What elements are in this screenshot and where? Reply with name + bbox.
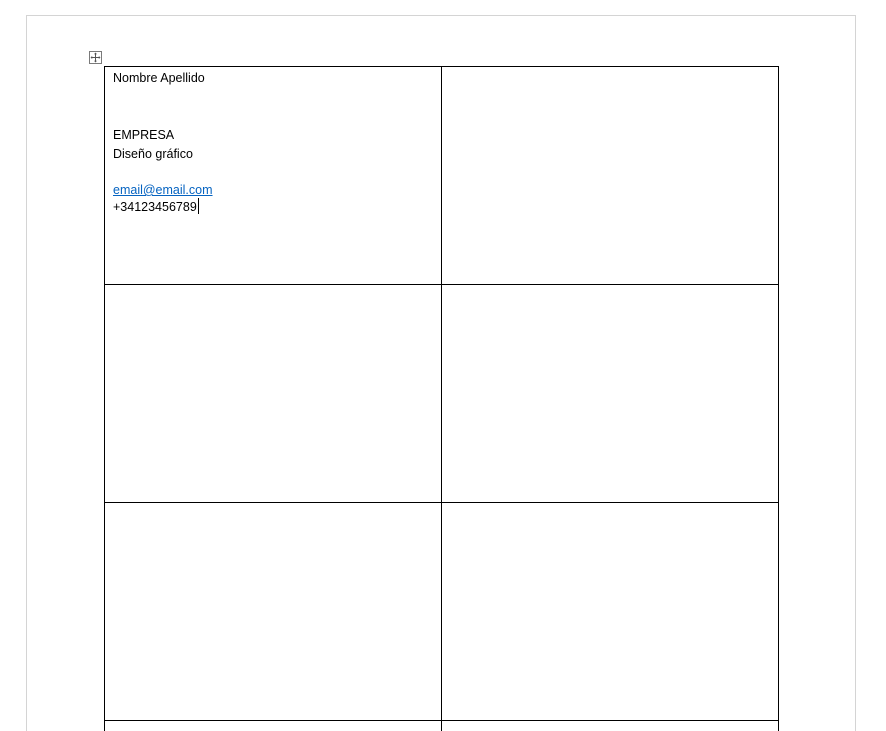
label-cell-8[interactable] (442, 721, 779, 731)
label-cell-5[interactable] (105, 503, 442, 721)
table-row (105, 67, 779, 285)
labels-table (104, 66, 779, 731)
card-name: Nombre Apellido (113, 71, 205, 85)
text-cursor (198, 198, 199, 214)
empty-lines (113, 88, 213, 126)
card-email-line (113, 181, 213, 198)
card-phone: +34123456789 (113, 200, 197, 214)
table-row (105, 721, 779, 731)
table-row (105, 503, 779, 721)
empty-line (113, 164, 213, 181)
table-row (105, 285, 779, 503)
card-phone-line (113, 198, 213, 217)
label-cell-3[interactable] (105, 285, 442, 503)
card-title: Diseño gráfico (113, 147, 193, 161)
table-move-handle[interactable] (89, 51, 102, 64)
label-cell-6[interactable] (442, 503, 779, 721)
label-cell-4[interactable] (442, 285, 779, 503)
card-email-link[interactable]: email@email.com (113, 183, 213, 197)
label-cell-1[interactable] (105, 67, 442, 285)
label-cell-2[interactable] (442, 67, 779, 285)
card-company: EMPRESA (113, 128, 175, 142)
move-arrows-icon (90, 52, 101, 63)
business-card (113, 69, 213, 217)
label-cell-7[interactable] (105, 721, 442, 731)
